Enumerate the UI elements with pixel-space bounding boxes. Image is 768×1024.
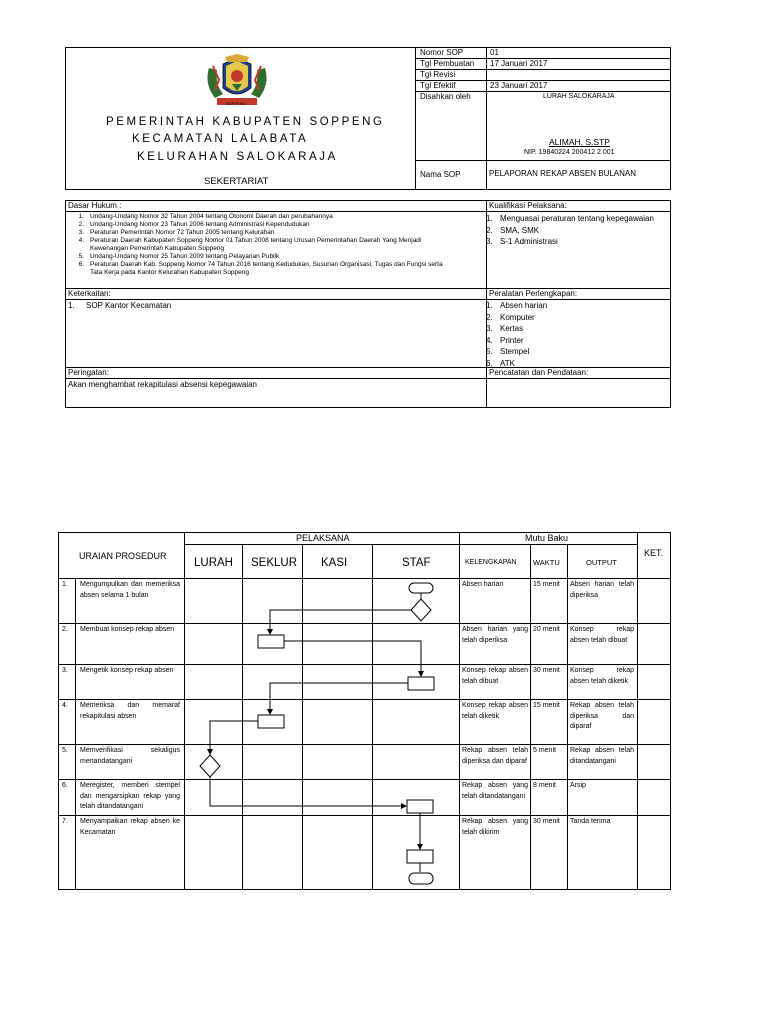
step-waktu: 8 menit	[533, 782, 556, 789]
list-text: Kertas	[500, 324, 524, 333]
field-value: 17 Januari 2017	[490, 59, 548, 68]
peralatan-label: Peralatan Perlengkapan:	[489, 289, 578, 298]
list-num: 1.	[68, 301, 75, 310]
step-no: 6.	[62, 782, 68, 789]
list-text: Tata Kerja pada Kantor Kelurahan Kabupaten Soppeng	[90, 269, 250, 276]
approved-title: LURAH SALOKARAJA	[543, 93, 615, 100]
step-desc: Meregister, memberi stempel dan mengarsipkan rekap yang telah ditandatangani	[80, 782, 180, 810]
list-num: 3.	[486, 237, 493, 246]
process-box	[408, 677, 434, 690]
uraian-header: URAIAN PROSEDUR	[79, 551, 167, 561]
approved-nip: NIP. 19840224 200412 2 001	[524, 149, 615, 156]
list-text: Komputer	[500, 312, 535, 322]
step-no: 5.	[62, 747, 68, 754]
list-text: Kewenangan Pemerintah Kabupaten Soppeng	[90, 245, 225, 252]
header-line1: PEMERINTAH KABUPATEN SOPPENG	[106, 116, 385, 128]
step-desc: Memeriksa dan memaraf rekapitulasi absen	[80, 702, 180, 720]
decision-diamond	[200, 755, 220, 777]
step-output: Tanda terima	[570, 818, 611, 825]
list-text: Peraturan Daerah Kabupaten Soppeng Nomor 01 Tahun 2008 tentang Urusan Pemerintahan Daerah Yang Menjadi	[90, 237, 422, 244]
list-text: Printer	[500, 335, 524, 345]
step-no: 7.	[62, 818, 68, 825]
step-output: Rekap absen telah ditandatangani	[570, 747, 634, 765]
step-kelengkapan: Konsep rekap absen telah dibuat	[462, 667, 528, 685]
list-num: 6.	[78, 261, 84, 268]
field-value: 01	[490, 48, 499, 57]
connector	[210, 777, 406, 806]
approved-name: ALIMAH, S.STP	[549, 137, 610, 147]
header-line3: KELURAHAN SALOKARAJA	[137, 151, 338, 163]
field-label: Nomor SOP	[420, 48, 464, 57]
decision-diamond	[411, 599, 431, 621]
step-output: Rekap absen telah diperiksa dan diparaf	[570, 702, 634, 730]
sop-name-label: Nama SOP	[420, 170, 461, 179]
header-line2: KECAMATAN LALABATA	[132, 133, 309, 145]
col-kelengkapan: KELENGKAPAN	[465, 559, 517, 566]
process-box	[407, 850, 433, 863]
actor-lurah: LURAH	[194, 557, 233, 569]
step-waktu: 5 menit	[533, 747, 556, 754]
col-waktu: WAKTU	[533, 558, 560, 567]
list-num: 1.	[78, 213, 84, 220]
list-num: 2.	[486, 312, 493, 322]
list-num: 3.	[78, 229, 84, 236]
header-unit: SEKERTARIAT	[204, 176, 269, 187]
end-terminator	[409, 873, 433, 884]
mutu-header: Mutu Baku	[525, 533, 569, 543]
step-desc: Mengetik konsep rekap absen	[80, 667, 174, 674]
field-label: Tgl Revisi	[420, 70, 456, 79]
list-text: Menguasai peraturan tentang kepegawaian	[500, 214, 654, 223]
list-text: Absen harian	[500, 301, 548, 310]
list-text: Undang-Undang Nomor 25 Tahun 2009 tentang Pelayanan Publik	[90, 253, 280, 260]
step-waktu: 15 menit	[533, 581, 560, 588]
col-output: OUTPUT	[586, 558, 617, 567]
step-no: 2.	[62, 626, 68, 633]
step-output: Absen harian telah diperiksa	[570, 581, 634, 599]
list-text: SMA, SMK	[500, 225, 540, 235]
sop-name-value: PELAPORAN REKAP ABSEN BULANAN	[489, 169, 637, 178]
step-output: Konsep rekap absen telah dibuat	[570, 626, 634, 644]
step-kelengkapan: Rekap absen yang telah dikirim	[462, 818, 528, 836]
connector	[284, 641, 421, 676]
step-output: Arsip	[570, 782, 586, 789]
connector	[210, 721, 258, 754]
list-text: Undang-Undang Nomor 23 Tahun 2006 tentang Administrasi Kependudukan	[90, 221, 310, 228]
step-desc: Membuat konsep rekap absen	[80, 626, 175, 633]
list-text: S-1 Administrasi	[500, 237, 558, 246]
list-text: Peraturan Pemerintah Nomor 72 Tahun 2005 tentang Kelurahan	[90, 229, 275, 236]
step-waktu: 20 menit	[533, 626, 560, 633]
pencatatan-label: Pencatatan dan Pendataan:	[489, 368, 589, 377]
connector	[270, 610, 411, 634]
process-box	[258, 635, 284, 648]
peringatan-label: Peringatan:	[68, 368, 109, 377]
dasar-hukum-label: Dasar Hukum :	[68, 201, 122, 210]
list-num: 5.	[78, 253, 84, 260]
list-text: Stempel	[500, 347, 530, 356]
step-desc: Menyampaikan rekap absen ke Kecamatan	[80, 818, 180, 836]
step-output: Konsep rekap absen telah diketik	[570, 667, 634, 685]
list-text: Peraturan Daerah Kab. Soppeng Nomor 74 Tahun 2016 tentang Kedudukan, Susunan Organisasi, Tugas dan Fungsi serta	[90, 261, 443, 268]
process-box	[407, 800, 433, 813]
step-desc: Memverifikasi sekaligus menandatangani	[80, 747, 180, 765]
field-label: Tgl Pembuatan	[420, 59, 475, 68]
list-num: 2.	[486, 225, 493, 235]
step-kelengkapan: Rekap absen telah diperiksa dan diparaf	[462, 747, 528, 765]
step-no: 3.	[62, 667, 68, 674]
step-no: 4.	[62, 702, 68, 709]
kualifikasi-label: Kualifikasi Pelaksana:	[489, 201, 567, 210]
list-num: 3.	[486, 324, 493, 333]
list-num: 2.	[78, 221, 84, 228]
start-terminator	[409, 583, 433, 593]
step-kelengkapan: Rekap absen yang telah ditandatangani	[462, 782, 528, 800]
actor-staf: STAF	[402, 557, 431, 569]
connector	[270, 683, 408, 714]
list-num: 1.	[486, 214, 493, 223]
step-waktu: 30 menit	[533, 818, 560, 825]
approved-label: Disahkan oleh	[420, 92, 471, 101]
actor-seklur: SEKLUR	[251, 557, 298, 569]
step-desc: Mengumpulkan dan memeriksa absen selama 1 bulan	[80, 581, 180, 599]
list-text: SOP Kantor Kecamatan	[86, 301, 172, 310]
list-num: 6.	[486, 358, 493, 368]
step-kelengkapan: Absen harian yang telah diperiksa	[462, 626, 528, 644]
field-value: 23 Januari 2017	[490, 81, 548, 90]
keterkaitan-label: Keterkaitan:	[68, 289, 111, 298]
list-num: 5.	[486, 347, 493, 356]
list-num: 4.	[486, 335, 493, 345]
actor-kasi: KASI	[321, 557, 348, 569]
list-text: Undang-Undang Nomor 32 Tahun 2004 tentang Otonomi Daerah dan perubahannya	[90, 213, 333, 220]
ket-header: KET.	[644, 548, 664, 558]
pelaksana-header: PELAKSANA	[296, 533, 350, 543]
step-kelengkapan: Absen harian	[462, 581, 504, 588]
list-text: ATK	[500, 358, 515, 368]
logo-caption: SOPPENG	[226, 101, 246, 106]
step-waktu: 15 menit	[533, 702, 560, 709]
peringatan-text: Akan menghambat rekapitulasi absensi kepegawaian	[68, 380, 258, 389]
step-waktu: 30 menit	[533, 667, 560, 674]
list-num: 4.	[78, 237, 84, 244]
step-no: 1.	[62, 581, 68, 588]
field-label: Tgl Efektif	[420, 81, 456, 90]
list-num: 1.	[486, 301, 493, 310]
step-kelengkapan: Konsep rekap absen telah diketik	[462, 702, 528, 720]
process-box	[258, 715, 284, 728]
